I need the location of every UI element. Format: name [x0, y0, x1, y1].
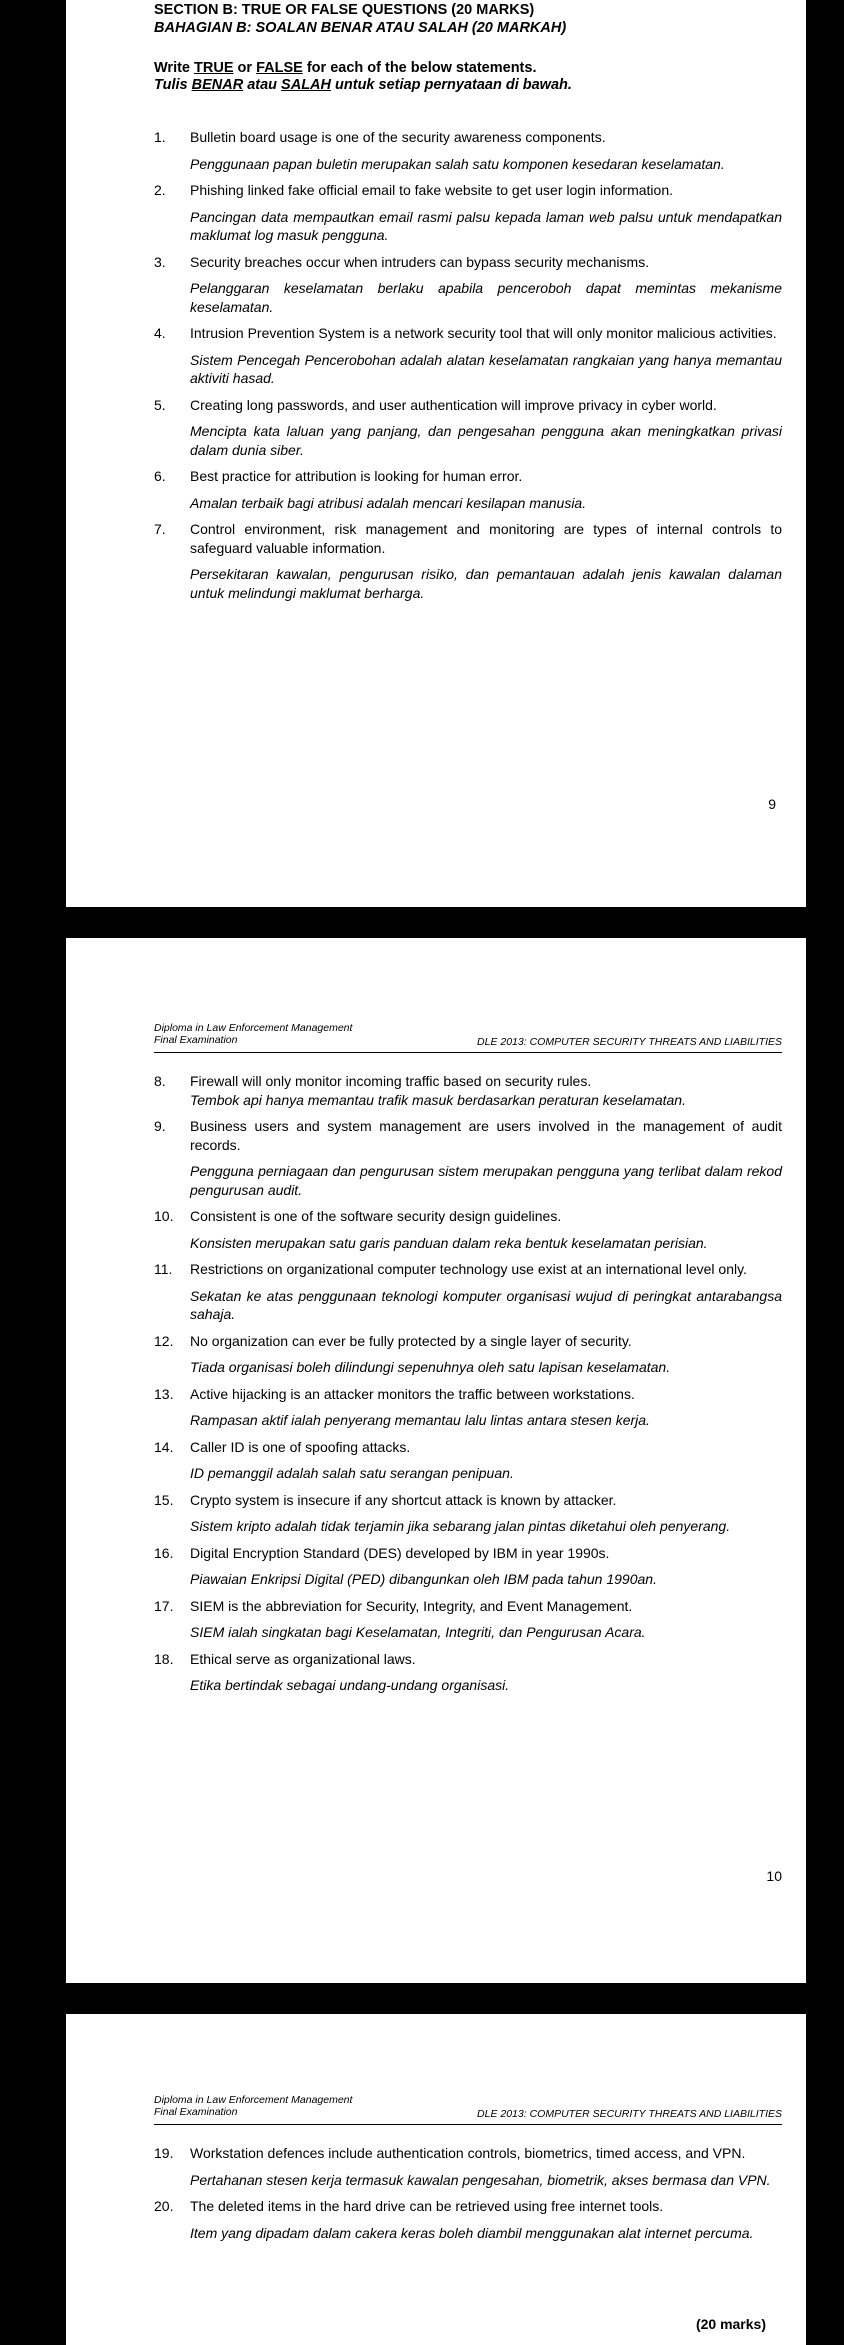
header-exam: Final Examination: [154, 2106, 238, 2118]
header-course: DLE 2013: COMPUTER SECURITY THREATS AND LIABILITIES: [477, 1036, 782, 1048]
question-item: 4. Intrusion Prevention System is a network security tool that will only monitor malicious activities. Sistem Pencegah Pencerobohan adalah alatan keselamatan rangkaian yang hanya memantau aktiviti hasad.: [154, 325, 782, 386]
total-marks: (20 marks): [695, 2316, 766, 2332]
question-item: 10. Consistent is one of the software security design guidelines. Konsisten merupakan satu garis panduan dalam reka bentuk keselamatan perisian.: [154, 1208, 708, 1251]
question-item: 14. Caller ID is one of spoofing attacks. ID pemanggil adalah salah satu serangan penipuan.: [154, 1438, 514, 1481]
question-item: 1. Bulletin board usage is one of the security awareness components. Penggunaan papan buletin merupakan salah satu komponen kesedaran keselamatan.: [154, 129, 725, 172]
question-item: 6. Best practice for attribution is looking for human error. Amalan terbaik bagi atribusi adalah mencari kesilapan manusia.: [154, 468, 587, 511]
page-number: 9: [768, 796, 776, 812]
question-list-page-9: [154, 128, 782, 602]
header-programme: Diploma in Law Enforcement Management: [154, 1022, 353, 1034]
instruction-en: Write TRUE or FALSE for each of the below statements.: [154, 60, 537, 76]
question-item: 3. Security breaches occur when intruders can bypass security mechanisms. Pelanggaran keselamatan berlaku apabila penceroboh dapat memintas mekanisme keselamatan.: [154, 253, 782, 315]
question-item: 2. Phishing linked fake official email to fake website to get user login information. Pancingan data mempautkan email rasmi palsu kepada laman web palsu untuk mendapatkan maklumat log masuk pengguna.: [154, 182, 782, 243]
header-exam: Final Examination: [154, 1034, 238, 1046]
page-header: [154, 2092, 782, 2125]
question-list-page-11: [154, 2144, 782, 2242]
page-header: [154, 1020, 782, 1053]
exam-page-11: [66, 2014, 806, 2345]
question-item: 12. No organization can ever be fully protected by a single layer of security. Tiada organisasi boleh dilindungi sepenuhnya oleh satu lapisan keselamatan.: [154, 1332, 671, 1375]
question-list-page-10: [154, 1072, 782, 1695]
question-item: 11. Restrictions on organizational computer technology use exist at an international level only. Sekatan ke atas penggunaan teknologi komputer organisasi wujud di peringkat antarabangsa sahaja.: [154, 1261, 782, 1322]
header-course: DLE 2013: COMPUTER SECURITY THREATS AND LIABILITIES: [477, 2108, 782, 2120]
question-item: 17. SIEM is the abbreviation for Security, Integrity, and Event Management. SIEM ialah singkatan bagi Keselamatan, Integriti, dan Pengurusan Acara.: [154, 1597, 646, 1640]
question-item: 9. Business users and system management are users involved in the management of audit records. Pengguna perniagaan dan pengurusan sistem merupakan pengguna yang terlibat dalam rekod pengurusan audit.: [154, 1118, 782, 1198]
question-item: 19. Workstation defences include authentication controls, biometrics, timed access, and VPN. Pertahanan stesen kerja termasuk kawalan pengesahan, biometrik, akses bermasa dan VPN.: [154, 2145, 771, 2188]
question-item: 13. Active hijacking is an attacker monitors the traffic between workstations. Rampasan aktif ialah penyerang memantau lalu lintas antara stesen kerja.: [154, 1385, 650, 1428]
page-number: 10: [766, 1868, 782, 1884]
section-title-ms: BAHAGIAN B: SOALAN BENAR ATAU SALAH (20 MARKAH): [154, 20, 567, 36]
question-item: 20. The deleted items in the hard drive can be retrieved using free internet tools. Item yang dipadam dalam cakera keras boleh diambil menggunakan alat internet percuma.: [154, 2198, 754, 2241]
question-item: 15. Crypto system is insecure if any shortcut attack is known by attacker. Sistem kripto adalah tidak terjamin jika sebarang jalan pintas diketahui oleh penyerang.: [154, 1491, 731, 1534]
question-item: 18. Ethical serve as organizational laws. Etika bertindak sebagai undang-undang organisasi.: [154, 1650, 510, 1693]
exam-page-10: [66, 938, 806, 1983]
section-title-en: SECTION B: TRUE OR FALSE QUESTIONS (20 MARKS): [154, 2, 535, 18]
question-item: 5. Creating long passwords, and user authentication will improve privacy in cyber world. Mencipta kata laluan yang panjang, dan pengesahan pengguna akan meningkatkan privasi dalam dunia siber.: [154, 396, 782, 458]
instruction-ms: Tulis BENAR atau SALAH untuk setiap pernyataan di bawah.: [154, 77, 572, 93]
question-item: 16. Digital Encryption Standard (DES) developed by IBM in year 1990s. Piawaian Enkripsi Digital (PED) dibangunkan oleh IBM pada tahun 1990an.: [154, 1544, 657, 1587]
exam-page-9: [66, 0, 806, 907]
header-programme: Diploma in Law Enforcement Management: [154, 2094, 353, 2106]
question-item: 7. Control environment, risk management and monitoring are types of internal controls to safeguard valuable information. Persekitaran kawalan, pengurusan risiko, dan pemantauan adalah jenis kawalan dalaman untuk melindungi maklumat berharga.: [154, 521, 782, 601]
question-item: 8. Firewall will only monitor incoming traffic based on security rules. Tembok api hanya memantau trafik masuk berdasarkan peraturan keselamatan.: [154, 1073, 686, 1108]
